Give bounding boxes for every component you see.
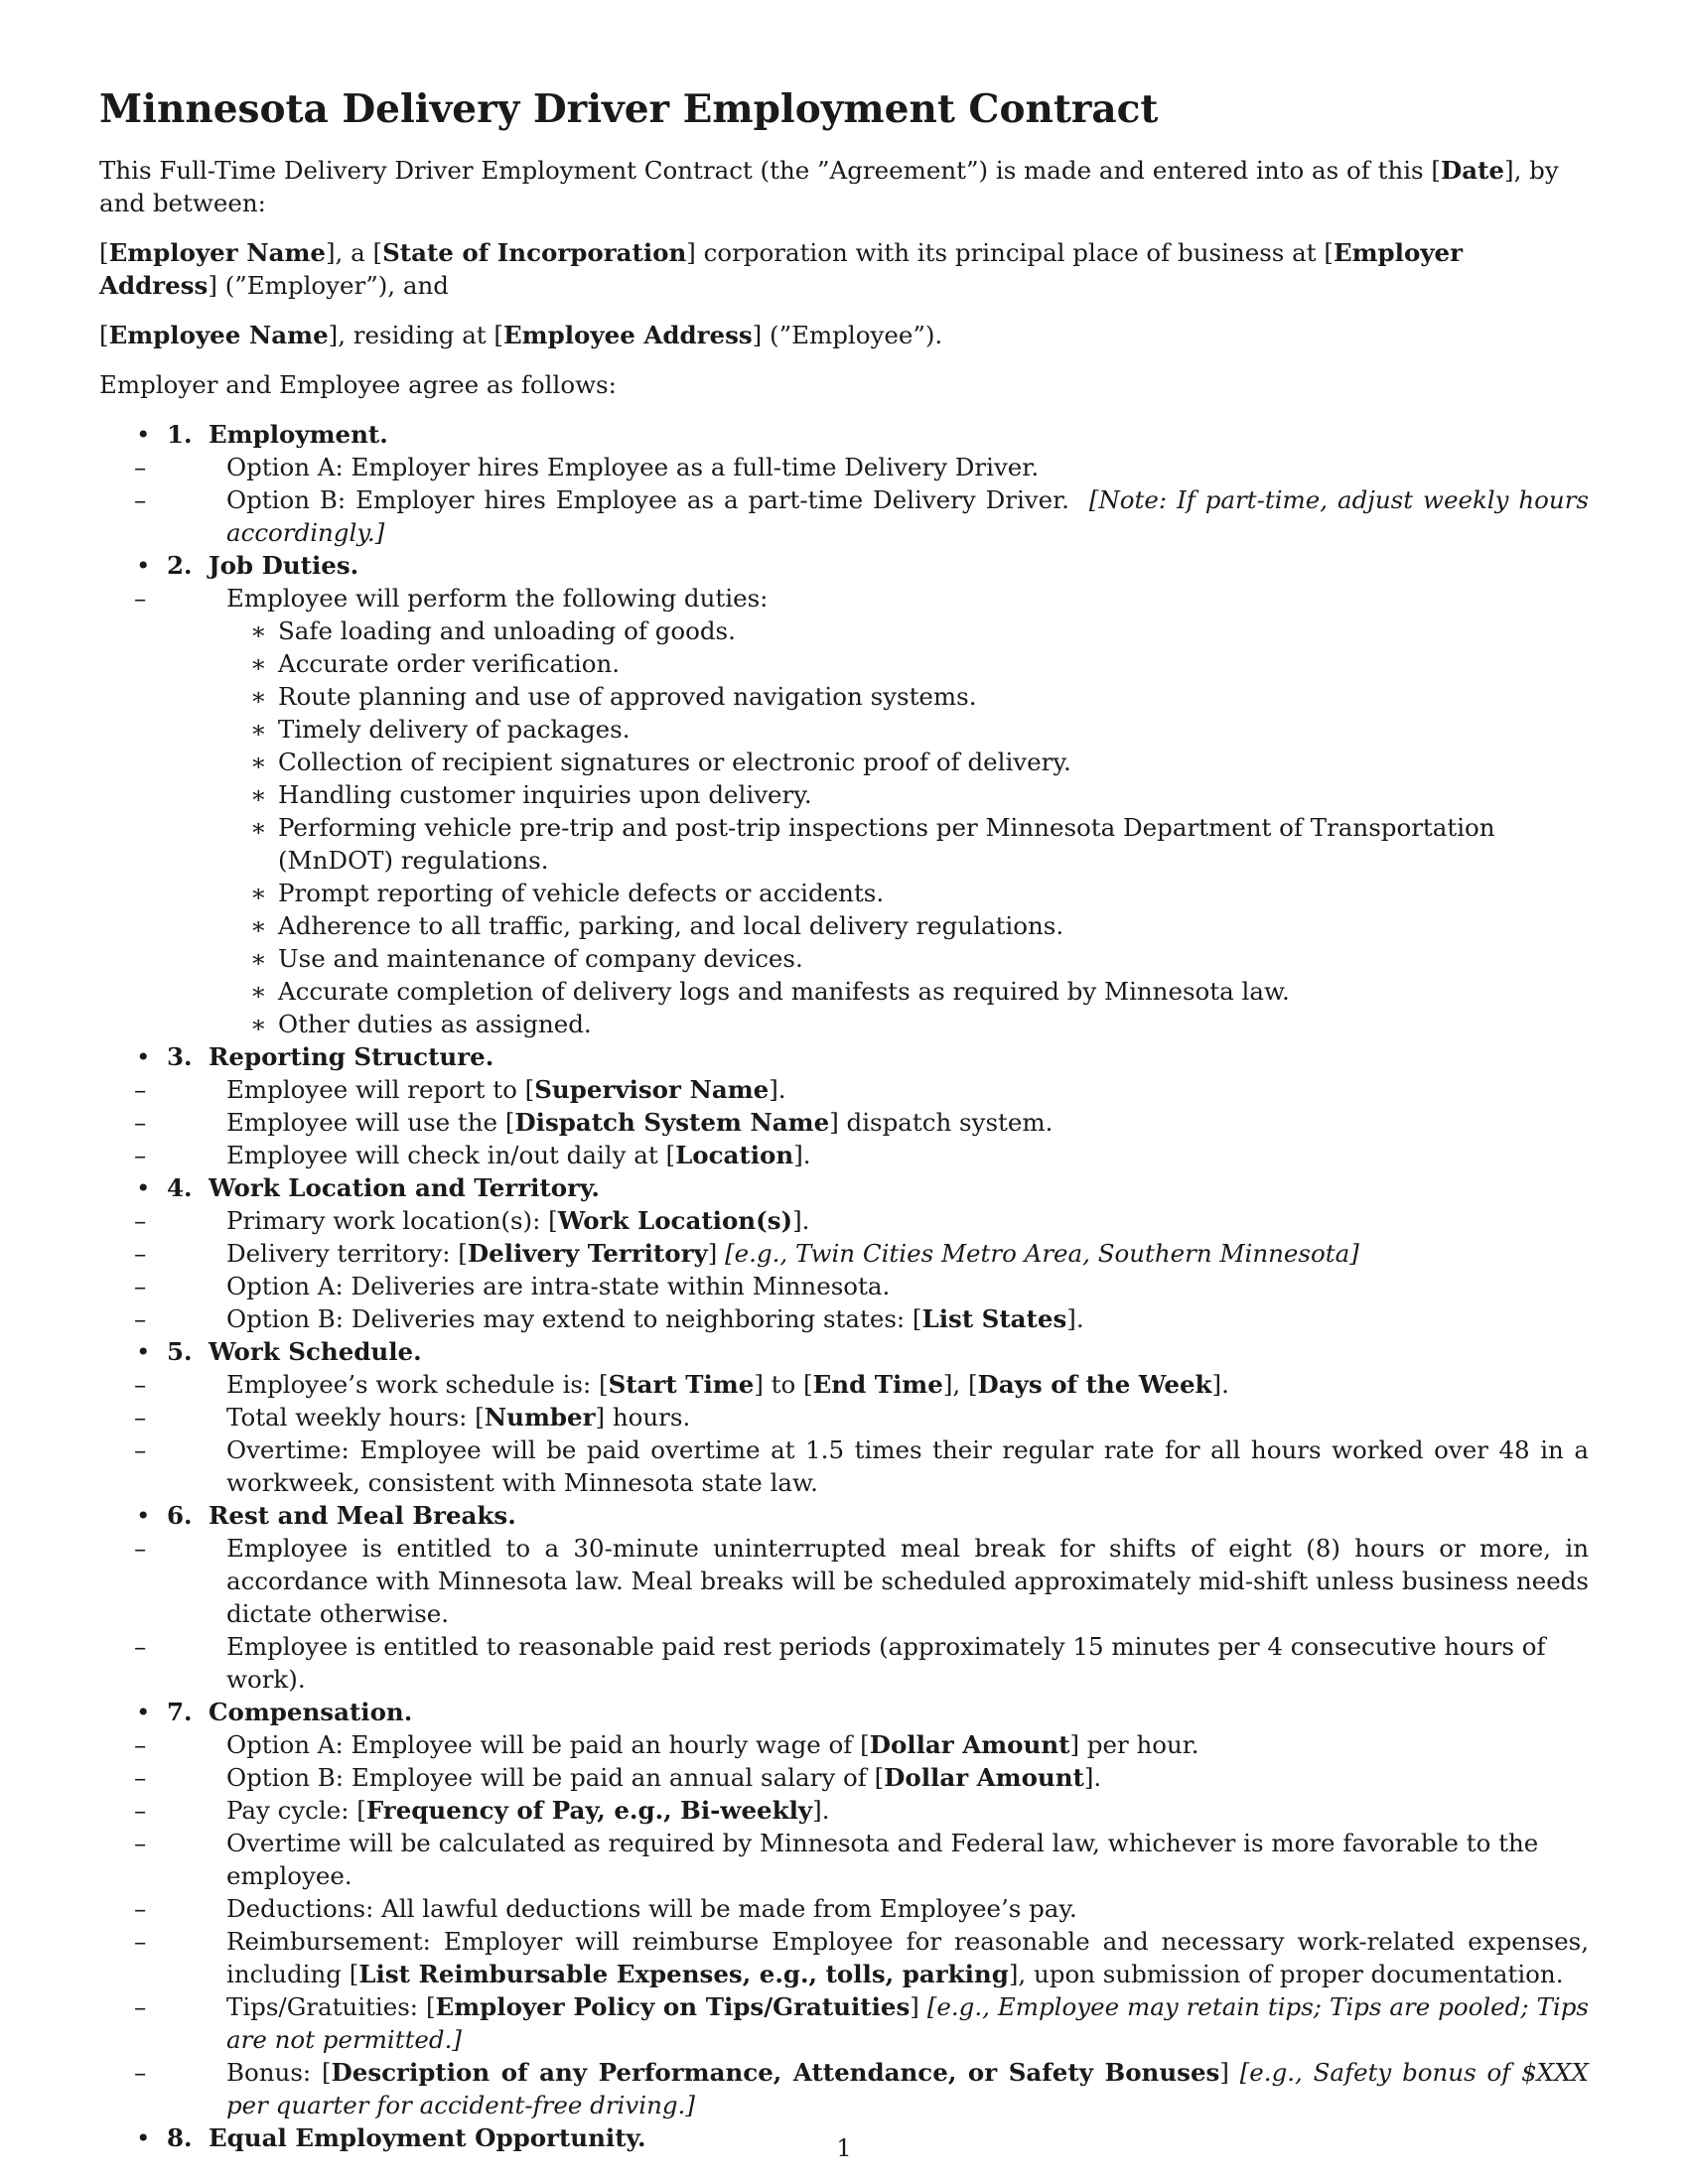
list-item-text: Total weekly hours: [ [226,1403,485,1432]
list-item-text: ] per hour. [1069,1730,1199,1759]
list-item [99,1433,1589,1499]
list-item-text: – Employee is entitled to reasonable paid rest periods (approximately 15 minutes per 4 consecutive hours of work). [226,1632,1546,1694]
salary-placeholder: Dollar Amount [884,1763,1084,1792]
bonus-placeholder: Description of any Performance, Attendance, or Safety Bonuses [331,2058,1220,2087]
section-reporting-structure [99,1040,1589,1171]
section-title: Work Location and Territory. [209,1173,600,1202]
section-employment [99,418,1589,549]
duty-item: ∗ Safe loading and unloading of goods. [226,614,1589,647]
section-number: 6. [167,1501,193,1530]
days-placeholder: Days of the Week [977,1370,1212,1399]
employer-text: ], a [ [325,238,383,267]
section-title: Job Duties. [209,551,359,580]
section-title: Equal Employment Opportunity. [209,2123,646,2152]
list-item [99,1728,1589,1761]
list-item [99,1827,1589,1892]
state-placeholder: State of Incorporation [382,238,687,267]
section-number: 1. [167,420,193,449]
list-item [99,1237,1589,1270]
document-title: Minnesota Delivery Driver Employment Contract [99,86,1159,132]
hours-placeholder: Number [484,1403,596,1432]
duty-item: ∗ Other duties as assigned. [226,1008,1589,1040]
list-item [99,1270,1589,1302]
section-number: 5. [167,1337,193,1366]
list-item-text: ]. [1211,1370,1229,1399]
location-placeholder: Location [675,1141,794,1169]
section-title: Reporting Structure. [209,1042,494,1071]
list-item-text: ] to [ [754,1370,813,1399]
note-text: [e.g., Twin Cities Metro Area, Southern Minnesota] [725,1239,1359,1268]
list-item-text: – Option A: Deliveries are intra-state within Minnesota. [226,1272,891,1300]
section-title: Rest and Meal Breaks. [209,1501,516,1530]
list-item [99,1761,1589,1794]
section-title: Compensation. [209,1698,413,1726]
list-item-text: ]. [792,1206,810,1235]
list-item [99,1368,1589,1401]
employee-text: ] (”Employee”). [752,321,943,349]
intro-text: This Full-Time Delivery Driver Employment Contract (the ”Agreement”) is made and entered into as of this [ [99,156,1441,185]
list-item-text: Option A: Employee will be paid an hourly wage of [ [226,1730,870,1759]
pay-frequency-placeholder: Frequency of Pay, e.g., Bi-weekly [365,1796,813,1825]
tips-policy-placeholder: Employer Policy on Tips/Gratuities [435,1992,911,2021]
duty-item: ∗ Adherence to all traffic, parking, and local delivery regulations. [226,909,1589,942]
section-work-schedule [99,1335,1589,1499]
section-number: 8. [167,2123,193,2152]
list-item-text: Tips/Gratuities: [ [226,1992,436,2021]
list-item [99,582,1589,1040]
sections-list [99,418,1589,2154]
list-item-text: ]. [769,1075,786,1104]
list-item-text: Option B: Employee will be paid an annual salary of [ [226,1763,885,1792]
section-number: 2. [167,551,193,580]
list-item-text: ], [ [942,1370,978,1399]
list-item [99,1302,1589,1335]
note-text: [e.g., Safety bonus of $XXX per quarter for accident-free driving.] [226,2058,1589,2119]
list-item-text: ] dispatch system. [829,1108,1054,1137]
duty-item: ∗ Collection of recipient signatures or electronic proof of delivery. [226,746,1589,778]
list-item-text: Employee will perform the following duties: [226,584,769,613]
list-item-text: ] [707,1239,718,1268]
list-item-text: ]. [812,1796,830,1825]
contract-page [99,84,1589,2154]
list-item [99,1532,1589,1630]
list-item-text: Employee will use the [ [226,1108,515,1137]
work-location-placeholder: Work Location(s) [557,1206,793,1235]
page-number: 1 [836,2134,852,2162]
duty-item: ∗ Prompt reporting of vehicle defects or accidents. [226,877,1589,909]
list-item-text: ] hours. [595,1403,691,1432]
employer-text: ] (”Employer”), and [208,271,449,300]
agreement-lead: Employer and Employee agree as follows: [99,370,617,399]
supervisor-placeholder: Supervisor Name [534,1075,770,1104]
employee-name-placeholder: Employee Name [108,321,329,349]
list-item-text: – Employee is entitled to a 30-minute uninterrupted meal break for shifts of eight (8) hours or more, in accordance with Minnesota law. Meal breaks will be scheduled approximately mid-shift unless business needs dictate otherwise. [226,1534,1589,1628]
list-item [99,1892,1589,1925]
list-item-text: ]. [1083,1763,1102,1792]
employer-address-placeholder: Employer Address [99,238,1464,300]
list-item-text: Employee will check in/out daily at [ [226,1141,676,1169]
list-item-text: Bonus: [ [226,2058,332,2087]
section-number: 3. [167,1042,193,1071]
list-item [99,1204,1589,1237]
list-item-text: Employee’s work schedule is: [ [226,1370,609,1399]
list-item [99,1990,1589,2056]
section-title: Work Schedule. [209,1337,422,1366]
employer-paragraph: [Employer Name], a [State of Incorporation] corporation with its principal place of business at [Employer Address] (”Employer”), and [99,238,1464,300]
list-item [99,1925,1589,1990]
note-text: [Note: If part-time, adjust weekly hours accordingly.] [226,485,1590,547]
list-item-text: – Overtime will be calculated as required by Minnesota and Federal law, whichever is more favorable to the employee. [226,1829,1539,1890]
list-item-text: Employee will report to [ [226,1075,535,1104]
list-item [99,2056,1589,2121]
list-item-text: ]. [793,1141,811,1169]
duty-item: ∗ Timely delivery of packages. [226,713,1589,746]
duty-item: ∗ Route planning and use of approved navigation systems. [226,680,1589,713]
list-item [99,1794,1589,1827]
list-item-text: – Deductions: All lawful deductions will be made from Employee’s pay. [226,1894,1077,1923]
duty-item: ∗ Performing vehicle pre-trip and post-trip inspections per Minnesota Department of Transportation (MnDOT) regulations. [226,811,1589,877]
list-item-text: Pay cycle: [ [226,1796,366,1825]
list-item [99,1073,1589,1106]
employee-address-placeholder: Employee Address [503,321,753,349]
duty-item: ∗ Accurate order verification. [226,647,1589,680]
list-item-text: ], upon submission of proper documentation. [1008,1960,1564,1988]
list-item-text: ] [1219,2058,1229,2087]
duty-item: ∗ Use and maintenance of company devices. [226,942,1589,975]
employee-paragraph: [Employee Name], residing at [Employee Address] (”Employee”). [99,321,943,349]
date-placeholder: Date [1440,156,1505,185]
section-title: Employment. [209,420,388,449]
list-item [99,1139,1589,1171]
list-item [99,451,1589,483]
section-rest-meal-breaks [99,1499,1589,1696]
list-item-text: – Overtime: Employee will be paid overtime at 1.5 times their regular rate for all hours worked over 48 in a workweek, consistent with Minnesota state law. [226,1435,1589,1497]
list-item-text: Primary work location(s): [ [226,1206,558,1235]
note-text: [e.g., Employee may retain tips; Tips are pooled; Tips are not permitted.] [226,1992,1589,2054]
end-time-placeholder: End Time [812,1370,943,1399]
employer-text: ] corporation with its principal place of business at [ [686,238,1334,267]
section-job-duties [99,549,1589,1040]
list-item [99,483,1589,549]
intro-paragraph [99,154,1589,219]
section-number: 7. [167,1698,193,1726]
reimbursable-expenses-placeholder: List Reimbursable Expenses, e.g., tolls, parking [358,1960,1009,1988]
list-item [99,1630,1589,1696]
list-item-text: – Option A: Employer hires Employee as a full-time Delivery Driver. [226,453,1040,481]
list-item [99,1106,1589,1139]
section-compensation [99,1696,1589,2121]
section-work-location [99,1171,1589,1335]
duty-item: ∗ Accurate completion of delivery logs and manifests as required by Minnesota law. [226,975,1589,1008]
section-number: 4. [167,1173,193,1202]
employer-name-placeholder: Employer Name [108,238,326,267]
delivery-territory-placeholder: Delivery Territory [467,1239,708,1268]
list-item [99,1401,1589,1433]
dispatch-system-placeholder: Dispatch System Name [514,1108,830,1137]
list-item-text: ] [910,1992,919,2021]
list-item-text: Delivery territory: [ [226,1239,468,1268]
list-item-text: ]. [1066,1304,1084,1333]
duty-item: ∗ Handling customer inquiries upon delivery. [226,778,1589,811]
hourly-wage-placeholder: Dollar Amount [869,1730,1070,1759]
duties-list [226,614,1589,1040]
list-item-text: Reimbursement: Employer will reimburse Employee for reasonable and necessary work-related expenses, including [ [226,1927,1589,1988]
list-item-text: Option B: Deliveries may extend to neighboring states: [ [226,1304,922,1333]
employee-text: ], residing at [ [328,321,503,349]
intro-text: ], by and between: [99,156,1559,217]
start-time-placeholder: Start Time [608,1370,755,1399]
states-placeholder: List States [921,1304,1067,1333]
list-item-text: Option B: Employer hires Employee as a part-time Delivery Driver. [226,485,1069,514]
